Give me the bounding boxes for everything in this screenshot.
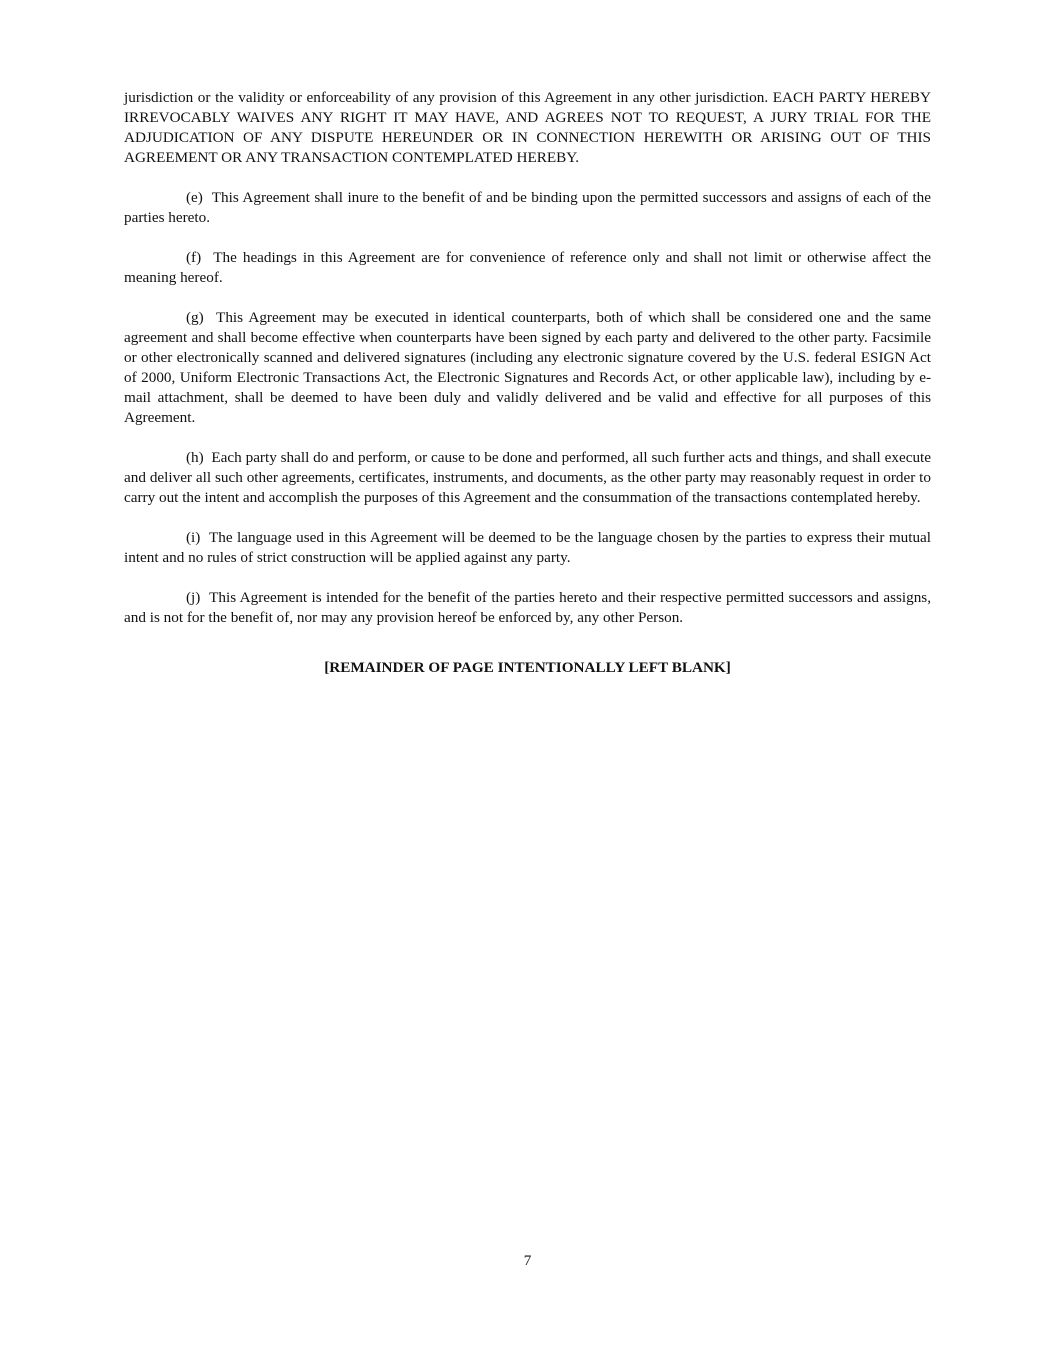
paragraph-text: The language used in this Agreement will be deemed to be the language chosen by the parties to express their mutual intent and no rules of strict construction will be applied against any party. xyxy=(124,529,931,566)
paragraph-i xyxy=(124,528,931,568)
paragraph-text: jurisdiction or the validity or enforceability of any provision of this Agreement in any other jurisdiction. EACH PARTY HEREBY IRREVOCABLY WAIVES ANY RIGHT IT MAY HAVE, AND AGREES NOT TO REQUEST, A JURY TRIAL FOR THE ADJUDICATION OF ANY DISPUTE HEREUNDER OR IN CONNECTION HEREWITH OR ARISING OUT OF THIS AGREEMENT OR ANY TRANSACTION CONTEMPLATED HEREBY. xyxy=(124,89,931,166)
paragraph-label: (i) xyxy=(186,529,201,546)
paragraph-h xyxy=(124,448,931,508)
paragraph-text: Each party shall do and perform, or cause to be done and performed, all such further acts and things, and shall execute and deliver all such other agreements, certificates, instruments, and documents, as the other party may reasonably request in order to carry out the intent and accomplish the purposes of this Agreement and the consummation of the transactions contemplated hereby. xyxy=(124,449,931,506)
paragraph-label: (g) xyxy=(186,309,204,326)
paragraph-label: (h) xyxy=(186,449,204,466)
remainder-blank-note: [REMAINDER OF PAGE INTENTIONALLY LEFT BLANK] xyxy=(324,659,731,676)
paragraph-g xyxy=(124,308,931,428)
paragraph-j xyxy=(124,588,931,628)
paragraph-text: This Agreement is intended for the benefit of the parties hereto and their respective permitted successors and assigns, and is not for the benefit of, nor may any provision hereof be enforced by, any other Person. xyxy=(124,589,932,626)
paragraph-label: (e) xyxy=(186,189,203,206)
paragraph-text: This Agreement may be executed in identical counterparts, both of which shall be considered one and the same agreement and shall become effective when counterparts have been signed by each party and delivered to the other party. Facsimile or other electronically scanned and delivered signatures (including any electronic signature covered by the U.S. federal ESIGN Act of 2000, Uniform Electronic Transactions Act, the Electronic Signatures and Records Act, or other applicable law), including by e-mail attachment, shall be deemed to have been duly and validly delivered and be valid and effective for all purposes of this Agreement. xyxy=(124,309,932,426)
paragraph-label: (f) xyxy=(186,249,202,266)
page-number: 7 xyxy=(523,1252,532,1269)
paragraph-f xyxy=(124,248,931,288)
paragraph-text: The headings in this Agreement are for convenience of reference only and shall not limit or otherwise affect the meaning hereof. xyxy=(124,249,931,286)
paragraph-text: This Agreement shall inure to the benefit of and be binding upon the permitted successors and assigns of each of the parties hereto. xyxy=(124,189,931,226)
paragraph-continuation xyxy=(124,88,931,168)
paragraph-e xyxy=(124,188,931,228)
paragraph-label: (j) xyxy=(186,589,201,606)
document-page xyxy=(124,88,931,678)
